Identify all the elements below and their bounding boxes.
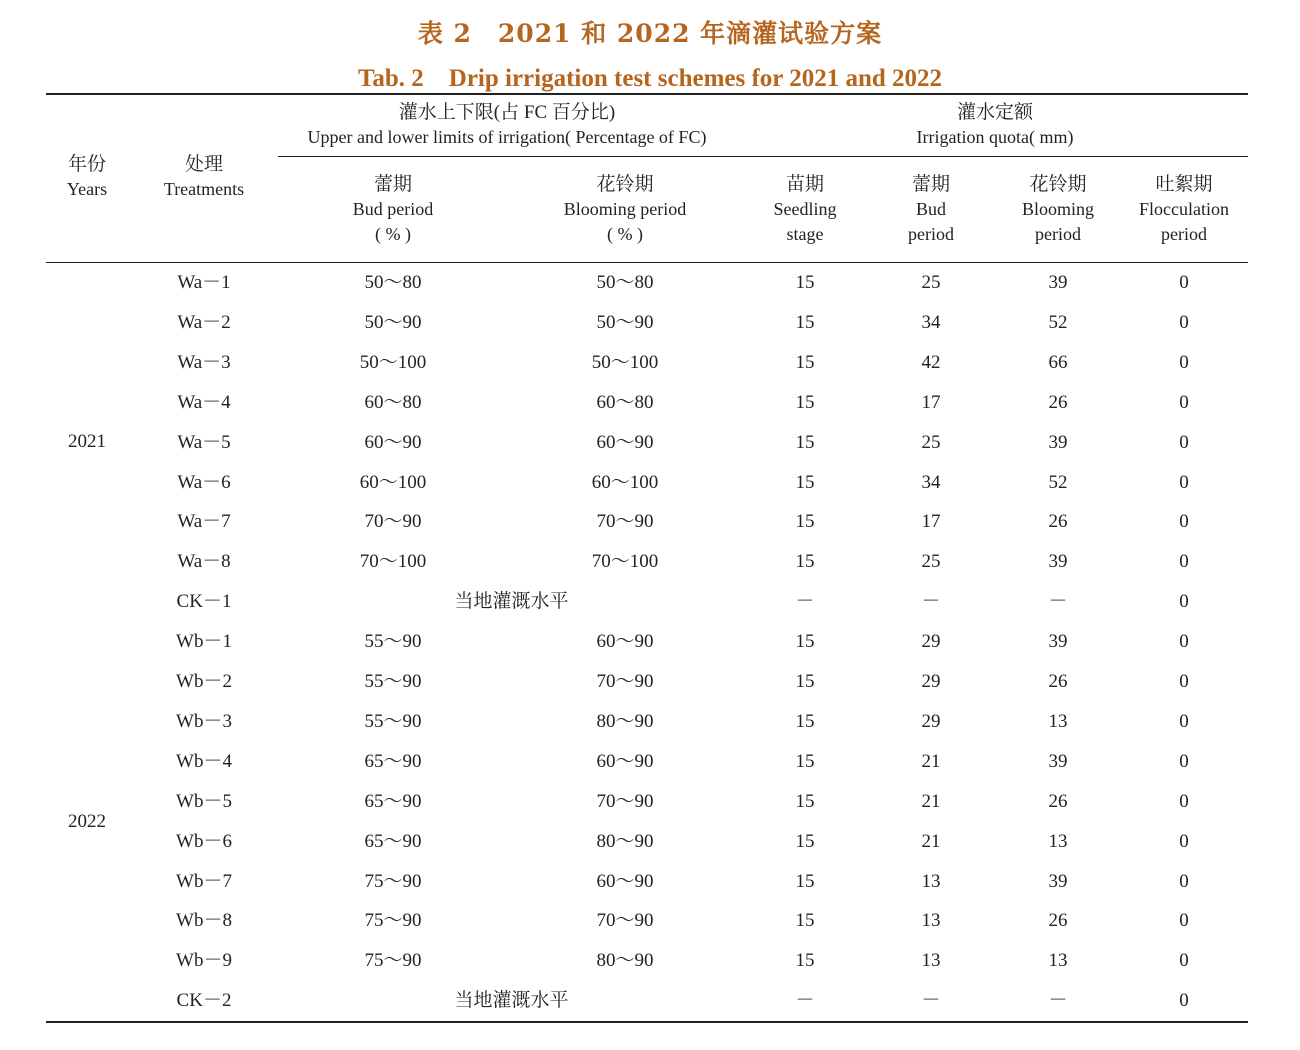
cell-bud-limit: 55～90 (364, 631, 422, 653)
cell-blooming-quota: 39 (1048, 551, 1068, 573)
cell-flocculation-quota: 0 (1179, 551, 1189, 573)
cell-blooming-limit: 80～90 (596, 950, 654, 972)
year-label-2021: 2021 (68, 431, 106, 452)
table-row (0, 742, 1300, 782)
cell-blooming-quota: － (1048, 591, 1068, 613)
cell-flocculation-quota: 0 (1179, 990, 1189, 1012)
header-qbloom-en2: period (1035, 224, 1081, 244)
header-quota-en: Irrigation quota( mm) (916, 127, 1074, 147)
cell-seedling-quota: － (795, 591, 815, 613)
header-seedling-stage (755, 172, 855, 247)
cell-treatment: Wa－3 (177, 351, 231, 373)
cell-bud-limit: 75～90 (364, 910, 422, 932)
bottom-rule (46, 1021, 1248, 1023)
cell-blooming-limit: 60～90 (596, 870, 654, 892)
header-treatments (148, 152, 260, 202)
cell-blooming-limit: 70～90 (596, 910, 654, 932)
cell-seedling-quota: 15 (795, 910, 815, 932)
header-treatments-en: Treatments (163, 179, 245, 199)
header-bud-period-limit (313, 172, 473, 247)
cell-treatment: CK－2 (176, 990, 232, 1012)
table-row (0, 662, 1300, 702)
cell-blooming-quota: 39 (1048, 870, 1068, 892)
cell-seedling-quota: 15 (795, 431, 815, 453)
cell-bud-quota: 25 (921, 272, 941, 293)
cell-bud-limit: 50～90 (364, 311, 422, 333)
cell-blooming-quota: 26 (1048, 511, 1068, 533)
table-row (0, 901, 1300, 941)
cell-flocculation-quota: 0 (1179, 710, 1189, 732)
cell-blooming-limit: 60～90 (596, 631, 654, 653)
cell-blooming-limit: 70～90 (596, 671, 654, 692)
cell-bud-limit: 50～80 (364, 272, 422, 293)
table-row (0, 582, 1300, 622)
cell-blooming-quota: 13 (1048, 950, 1068, 972)
table-caption-chinese: 表 2 2021 和 2022 年滴灌试验方案 (417, 19, 883, 48)
cell-bud-quota: 25 (921, 431, 941, 453)
cell-treatment: Wb－6 (176, 830, 232, 852)
cell-bud-quota: 21 (921, 830, 941, 852)
header-limits-en: Upper and lower limits of irrigation( Percentage of FC) (307, 127, 707, 147)
header-bloom-cn: 花铃期 (596, 174, 654, 195)
header-floc-cn: 吐絮期 (1155, 174, 1213, 195)
table-row (0, 343, 1300, 383)
cell-flocculation-quota: 0 (1179, 910, 1189, 932)
cell-treatment: Wb－7 (176, 870, 232, 892)
cell-bud-limit: 75～90 (364, 870, 422, 892)
cell-treatment: Wb－4 (176, 750, 232, 772)
cell-treatment: Wb－2 (176, 671, 232, 692)
table-row (0, 303, 1300, 343)
cell-flocculation-quota: 0 (1179, 870, 1189, 892)
cell-bud-limit: 75～90 (364, 950, 422, 972)
cell-seedling-quota: 15 (795, 710, 815, 732)
cell-blooming-quota: 39 (1048, 631, 1068, 653)
cell-bud-quota: 13 (921, 910, 941, 932)
header-years-en: Years (66, 179, 108, 199)
cell-blooming-limit: 80～90 (596, 710, 654, 732)
cell-blooming-limit: 80～90 (596, 830, 654, 852)
header-irrigation-quota (830, 100, 1160, 150)
cell-seedling-quota: 15 (795, 631, 815, 653)
header-qbud-en1: Bud (915, 199, 946, 219)
cell-treatment: Wb－3 (176, 710, 232, 732)
table-row (0, 981, 1300, 1021)
cell-seedling-quota: 15 (795, 351, 815, 373)
header-bud-cn: 蕾期 (373, 174, 412, 195)
header-seed-cn: 苗期 (785, 174, 824, 195)
cell-seedling-quota: 15 (795, 870, 815, 892)
cell-blooming-limit: 50～100 (591, 351, 659, 373)
cell-blooming-quota: 39 (1048, 272, 1068, 293)
cell-bud-limit: 65～90 (364, 790, 422, 812)
cell-bud-quota: － (921, 990, 941, 1012)
cell-bud-quota: 29 (921, 710, 941, 732)
cell-bud-limit: 60～90 (364, 431, 422, 453)
header-limits-cn: 灌水上下限(占 FC 百分比) (398, 102, 616, 123)
year-label-2022: 2022 (68, 811, 106, 832)
header-irrigation-limits (272, 100, 742, 150)
cell-local-irrigation-level: 当地灌溉水平 (454, 990, 569, 1012)
header-qbloom-cn: 花铃期 (1029, 174, 1087, 195)
cell-local-irrigation-level: 当地灌溉水平 (454, 591, 569, 613)
cell-bud-quota: － (921, 591, 941, 613)
cell-blooming-quota: － (1048, 990, 1068, 1012)
header-quota-bud-period (881, 172, 981, 247)
cell-treatment: Wa－1 (177, 272, 231, 293)
cell-blooming-limit: 50～80 (596, 272, 654, 293)
cell-flocculation-quota: 0 (1179, 830, 1189, 852)
cell-bud-quota: 13 (921, 950, 941, 972)
cell-treatment: Wb－1 (176, 631, 232, 653)
cell-bud-quota: 25 (921, 551, 941, 573)
cell-flocculation-quota: 0 (1179, 511, 1189, 533)
cell-seedling-quota: 15 (795, 950, 815, 972)
header-qbud-cn: 蕾期 (911, 174, 950, 195)
cell-seedling-quota: 15 (795, 272, 815, 293)
cell-seedling-quota: 15 (795, 511, 815, 533)
table-row (0, 782, 1300, 822)
group-rule (278, 156, 1248, 157)
table-caption-english: Tab. 2 Drip irrigation test schemes for 2021 and 2022 (357, 65, 943, 92)
cell-seedling-quota: 15 (795, 671, 815, 692)
cell-seedling-quota: 15 (795, 790, 815, 812)
cell-treatment: Wa－2 (177, 311, 231, 333)
header-years (46, 152, 128, 202)
cell-flocculation-quota: 0 (1179, 790, 1189, 812)
cell-flocculation-quota: 0 (1179, 591, 1189, 613)
cell-seedling-quota: 15 (795, 471, 815, 493)
cell-bud-quota: 34 (921, 471, 941, 493)
cell-bud-quota: 13 (921, 870, 941, 892)
header-quota-blooming-period (1003, 172, 1113, 247)
cell-bud-limit: 60～80 (364, 391, 422, 413)
cell-flocculation-quota: 0 (1179, 631, 1189, 653)
cell-blooming-limit: 70～90 (596, 511, 654, 533)
cell-treatment: Wa－7 (177, 511, 231, 533)
cell-blooming-limit: 60～90 (596, 750, 654, 772)
cell-treatment: Wb－8 (176, 910, 232, 932)
cell-blooming-quota: 66 (1048, 351, 1068, 373)
cell-bud-limit: 55～90 (364, 710, 422, 732)
cell-flocculation-quota: 0 (1179, 431, 1189, 453)
cell-blooming-quota: 52 (1048, 471, 1068, 493)
cell-bud-limit: 55～90 (364, 671, 422, 692)
cell-bud-limit: 70～90 (364, 511, 422, 533)
cell-bud-quota: 17 (921, 391, 941, 413)
cell-flocculation-quota: 0 (1179, 272, 1189, 293)
cell-blooming-quota: 26 (1048, 910, 1068, 932)
cell-blooming-quota: 13 (1048, 830, 1068, 852)
table-row (0, 502, 1300, 542)
cell-treatment: Wa－6 (177, 471, 231, 493)
cell-flocculation-quota: 0 (1179, 750, 1189, 772)
cell-blooming-limit: 70～100 (591, 551, 659, 573)
cell-seedling-quota: － (795, 990, 815, 1012)
cell-flocculation-quota: 0 (1179, 391, 1189, 413)
header-flocculation-period (1124, 172, 1244, 247)
cell-flocculation-quota: 0 (1179, 351, 1189, 373)
cell-blooming-limit: 60～80 (596, 391, 654, 413)
table-row (0, 622, 1300, 662)
cell-bud-quota: 17 (921, 511, 941, 533)
header-treatments-cn: 处理 (184, 154, 223, 175)
cell-bud-quota: 29 (921, 631, 941, 653)
header-floc-en1: Flocculation (1139, 199, 1229, 219)
cell-blooming-quota: 52 (1048, 311, 1068, 333)
cell-bud-quota: 21 (921, 790, 941, 812)
cell-bud-quota: 21 (921, 750, 941, 772)
cell-flocculation-quota: 0 (1179, 311, 1189, 333)
header-years-cn: 年份 (67, 154, 106, 175)
cell-flocculation-quota: 0 (1179, 471, 1189, 493)
table-row (0, 423, 1300, 463)
header-blooming-period-limit (540, 172, 710, 247)
header-quota-cn: 灌水定额 (956, 102, 1033, 123)
table-row (0, 862, 1300, 902)
cell-blooming-quota: 13 (1048, 710, 1068, 732)
cell-blooming-limit: 60～100 (591, 471, 659, 493)
table-row (0, 263, 1300, 303)
cell-bud-limit: 50～100 (359, 351, 427, 373)
table-row (0, 702, 1300, 742)
cell-blooming-quota: 26 (1048, 790, 1068, 812)
header-floc-en2: period (1161, 224, 1207, 244)
header-qbloom-en1: Blooming (1021, 199, 1094, 219)
cell-treatment: Wa－5 (177, 431, 231, 453)
cell-blooming-quota: 39 (1048, 431, 1068, 453)
cell-flocculation-quota: 0 (1179, 671, 1189, 692)
cell-bud-limit: 65～90 (364, 830, 422, 852)
cell-bud-limit: 60～100 (359, 471, 427, 493)
header-bloom-unit: ( % ) (607, 224, 643, 244)
cell-blooming-limit: 50～90 (596, 311, 654, 333)
cell-blooming-quota: 26 (1048, 671, 1068, 692)
cell-bud-quota: 34 (921, 311, 941, 333)
cell-blooming-quota: 26 (1048, 391, 1068, 413)
cell-seedling-quota: 15 (795, 311, 815, 333)
top-rule (46, 93, 1248, 95)
cell-treatment: Wa－4 (177, 391, 231, 413)
cell-seedling-quota: 15 (795, 551, 815, 573)
cell-blooming-limit: 60～90 (596, 431, 654, 453)
cell-bud-limit: 65～90 (364, 750, 422, 772)
cell-treatment: Wb－9 (176, 950, 232, 972)
cell-bud-limit: 70～100 (359, 551, 427, 573)
header-bud-en: Bud period (352, 199, 434, 219)
cell-seedling-quota: 15 (795, 830, 815, 852)
cell-treatment: CK－1 (176, 591, 232, 613)
table-row (0, 542, 1300, 582)
header-bud-unit: ( % ) (375, 224, 411, 244)
cell-flocculation-quota: 0 (1179, 950, 1189, 972)
cell-seedling-quota: 15 (795, 391, 815, 413)
cell-bud-quota: 42 (921, 351, 941, 373)
table-row (0, 383, 1300, 423)
header-qbud-en2: period (908, 224, 954, 244)
table-row (0, 463, 1300, 503)
cell-bud-quota: 29 (921, 671, 941, 692)
cell-blooming-quota: 39 (1048, 750, 1068, 772)
header-seed-en2: stage (786, 224, 824, 244)
table-row (0, 941, 1300, 981)
header-bloom-en: Blooming period (563, 199, 687, 219)
cell-seedling-quota: 15 (795, 750, 815, 772)
header-seed-en1: Seedling (773, 199, 837, 219)
table-row (0, 822, 1300, 862)
cell-blooming-limit: 70～90 (596, 790, 654, 812)
cell-treatment: Wb－5 (176, 790, 232, 812)
cell-treatment: Wa－8 (177, 551, 231, 573)
